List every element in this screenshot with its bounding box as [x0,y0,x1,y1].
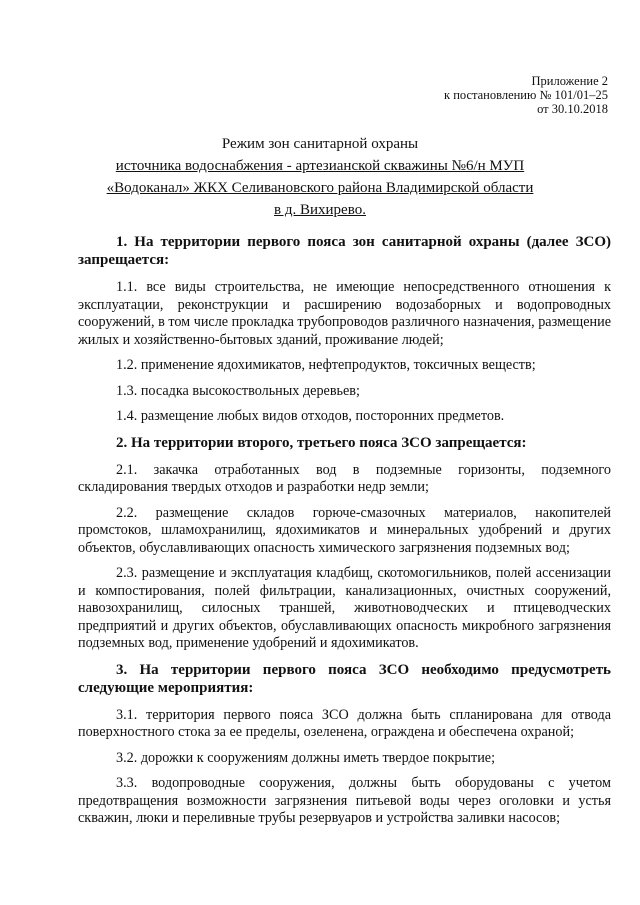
section-3-heading: 3. На территории первого пояса ЗСО необходимо предусмотреть следующие мероприятия: [78,661,611,696]
item-1-2: 1.2. применение ядохимикатов, нефтепродуктов, токсичных веществ; [116,357,536,373]
title-line-1: Режим зон санитарной охраны [221,136,419,152]
title-line-3: «Водоканал» ЖКХ Селивановского района Владимирской области [106,180,534,196]
item-1-3: 1.3. посадка высокоствольных деревьев; [116,382,360,399]
section-2-heading: 2. На территории второго, третьего пояса ЗСО запрещается: [116,434,527,451]
resolution-date: от 30.10.2018 [537,102,608,116]
item-2-3: 2.3. размещение и эксплуатация кладбищ, скотомогильников, полей ассенизации и компостирования, полей фильтрации, канализационных, очистных сооружений, навозохранилищ, силосных траншей, животноводческих и птицеводческих предприятий и других объектов, обуславливающих опасность микробного загрязнения подземных вод, применение удобрений и ядохимикатов. [78,565,611,651]
title-line-2: источника водоснабжения - артезианской скважины №6/н МУП [115,158,525,174]
resolution-number: к постановлению № 101/01–25 [444,88,608,102]
item-2-1: 2.1. закачка отработанных вод в подземные горизонты, подземного складирования твердых отходов и разработки недр земли; [78,461,611,495]
document-title [0,133,640,221]
item-1-1: 1.1. все виды строительства, не имеющие непосредственного отношения к эксплуатации, реконструкции и расширению водозаборных и водопроводных сооружений, в том числе прокладка трубопроводов различного назначения, размещение жилых и хозяйственно-бытовых зданий, проживание людей; [78,279,611,348]
item-2-2: 2.2. размещение складов горюче-смазочных материалов, накопителей промстоков, шламохранилищ, ядохимикатов и минеральных удобрений и других объектов, обуславливающих опасность химического загрязнения подземных вод; [78,504,611,556]
appendix-header [444,74,608,116]
item-3-3: 3.3. водопроводные сооружения, должны быть оборудованы с учетом предотвращения возможности загрязнения питьевой воды через оголовки и устья скважин, люки и переливные трубы резервуаров и устройства заливки насосов; [78,775,611,826]
item-1-4: 1.4. размещение любых видов отходов, посторонних предметов. [116,408,505,424]
title-line-4: в д. Вихирево. [274,202,366,218]
document-body [78,233,611,836]
item-3-2: 3.2. дорожки к сооружениям должны иметь твердое покрытие; [116,749,496,766]
item-3-1: 3.1. территория первого пояса ЗСО должна быть спланирована для отвода поверхностного стока за ее пределы, озеленена, ограждена и обеспечена охраной; [78,706,611,740]
section-1-heading: 1. На территории первого пояса зон санитарной охраны (далее ЗСО) запрещается: [78,234,611,268]
appendix-label: Приложение 2 [531,74,608,88]
